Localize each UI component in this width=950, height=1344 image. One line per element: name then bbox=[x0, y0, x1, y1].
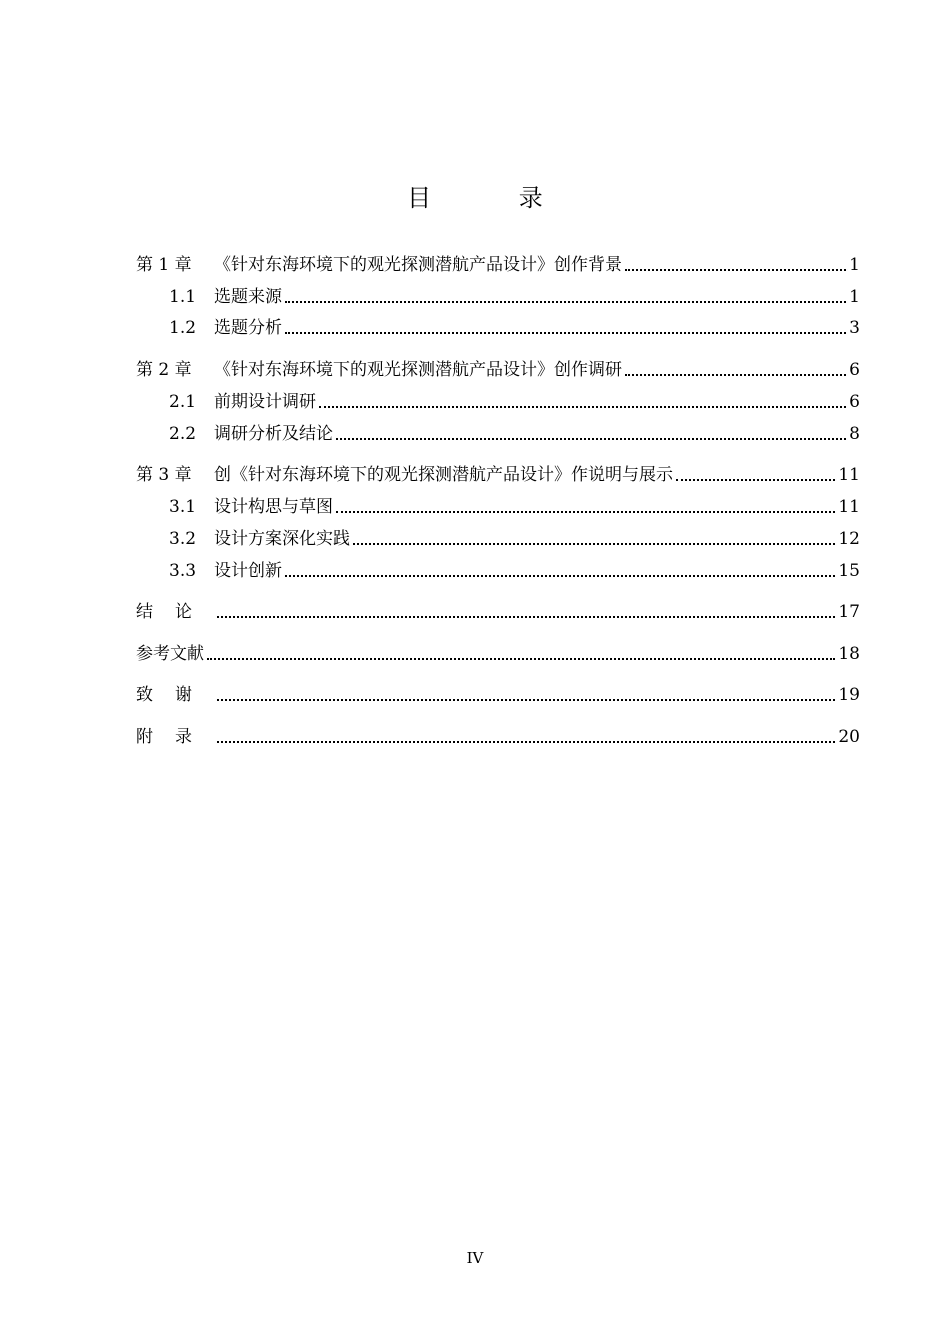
toc-entry-conclusion[interactable] bbox=[136, 591, 860, 623]
entry-label: 致谢 bbox=[136, 685, 214, 705]
entry-page: 1 bbox=[849, 255, 860, 275]
toc-entry-section-3-1[interactable] bbox=[136, 486, 860, 518]
toc-entry-acknowledgements[interactable] bbox=[136, 674, 860, 706]
entry-label: 结论 bbox=[136, 602, 214, 622]
toc-entry-chapter-1[interactable] bbox=[136, 244, 860, 276]
page-number-footer: IV bbox=[466, 1249, 484, 1267]
entry-number: 1.1 bbox=[169, 287, 197, 307]
toc-entry-section-2-2[interactable] bbox=[136, 413, 860, 445]
entry-label: 调研分析及结论 bbox=[214, 424, 333, 444]
dot-leader bbox=[336, 437, 846, 440]
entry-label: 创《针对东海环境下的观光探测潜航产品设计》作说明与展示 bbox=[214, 465, 673, 485]
entry-label: 《针对东海环境下的观光探测潜航产品设计》创作背景 bbox=[214, 255, 622, 275]
entry-number: 3.2 bbox=[169, 529, 197, 549]
entry-page: 6 bbox=[849, 392, 860, 412]
entry-number: 第 2 章 bbox=[136, 360, 192, 380]
entry-number: 2.1 bbox=[169, 392, 197, 412]
dot-leader bbox=[676, 478, 835, 481]
entry-page: 18 bbox=[838, 644, 860, 664]
dot-leader bbox=[625, 373, 846, 376]
entry-label: 参考文献 bbox=[136, 644, 204, 664]
entry-number: 3.3 bbox=[169, 561, 197, 581]
entry-label: 选题来源 bbox=[214, 287, 282, 307]
entry-page: 11 bbox=[838, 465, 860, 485]
toc-entry-section-1-2[interactable] bbox=[136, 307, 860, 339]
entry-page: 12 bbox=[838, 529, 860, 549]
entry-page: 15 bbox=[838, 561, 860, 581]
entry-page: 3 bbox=[849, 318, 860, 338]
dot-leader bbox=[285, 300, 846, 303]
entry-page: 17 bbox=[838, 602, 860, 622]
entry-label: 设计创新 bbox=[214, 561, 282, 581]
dot-leader bbox=[217, 615, 835, 618]
toc-entry-section-2-1[interactable] bbox=[136, 381, 860, 413]
entry-number: 3.1 bbox=[169, 497, 197, 517]
dot-leader bbox=[319, 405, 846, 408]
dot-leader bbox=[336, 510, 835, 513]
toc-entry-section-1-1[interactable] bbox=[136, 276, 860, 308]
toc-entry-chapter-2[interactable] bbox=[136, 349, 860, 381]
entry-label: 前期设计调研 bbox=[214, 392, 316, 412]
entry-page: 19 bbox=[838, 685, 860, 705]
dot-leader bbox=[207, 657, 835, 660]
entry-label: 设计方案深化实践 bbox=[214, 529, 350, 549]
entry-page: 8 bbox=[849, 424, 860, 444]
toc-entry-references[interactable] bbox=[136, 633, 860, 665]
entry-page: 6 bbox=[849, 360, 860, 380]
entry-page: 20 bbox=[838, 727, 860, 747]
dot-leader bbox=[285, 331, 846, 334]
toc-entry-chapter-3[interactable] bbox=[136, 454, 860, 486]
dot-leader bbox=[217, 698, 835, 701]
entry-label: 《针对东海环境下的观光探测潜航产品设计》创作调研 bbox=[214, 360, 622, 380]
entry-label: 选题分析 bbox=[214, 318, 282, 338]
toc-entry-appendix[interactable] bbox=[136, 716, 860, 748]
toc-entry-section-3-3[interactable] bbox=[136, 550, 860, 582]
entry-number: 第 1 章 bbox=[136, 255, 192, 275]
entry-page: 11 bbox=[838, 497, 860, 517]
entry-page: 1 bbox=[849, 287, 860, 307]
dot-leader bbox=[285, 574, 835, 577]
entry-label: 设计构思与草图 bbox=[214, 497, 333, 517]
entry-number: 1.2 bbox=[169, 318, 197, 338]
entry-number: 第 3 章 bbox=[136, 465, 192, 485]
toc-title: 目 录 bbox=[407, 184, 583, 212]
dot-leader bbox=[353, 542, 835, 545]
entry-number: 2.2 bbox=[169, 424, 197, 444]
dot-leader bbox=[625, 268, 846, 271]
dot-leader bbox=[217, 740, 835, 743]
entry-label: 附录 bbox=[136, 727, 214, 747]
toc-entry-section-3-2[interactable] bbox=[136, 518, 860, 550]
